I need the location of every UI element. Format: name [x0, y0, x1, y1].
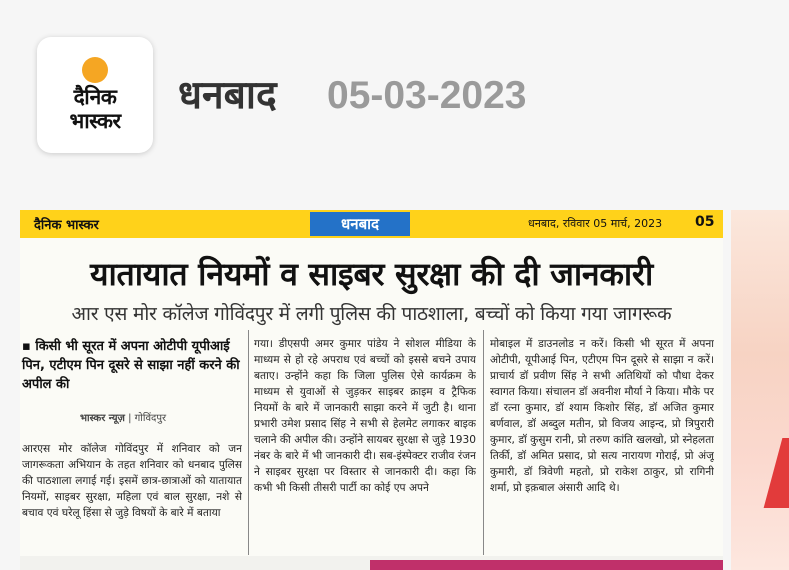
article-highlight: ▪ किसी भी सूरत में अपना ओटीपी यूपीआई पिन, एटीएम पिन दूसरे से साझा नहीं करने की अपील की: [22, 339, 240, 392]
masthead-brand: दैनिक भास्कर: [34, 218, 99, 233]
masthead: [20, 210, 723, 238]
advertisement-strip: [370, 560, 723, 570]
header-city: धनबाद: [178, 73, 277, 118]
logo-text-line2: भास्कर: [69, 109, 121, 133]
sun-icon: [82, 57, 108, 83]
masthead-city-tab: धनबाद: [310, 212, 410, 236]
byline-agency: भास्कर न्यूज़: [80, 413, 125, 424]
byline-place: गोविंदपुर: [134, 413, 167, 424]
article-column-1: आरएस मोर कॉलेज गोविंदपुर में शनिवार को जन जागरूकता अभियान के तहत शनिवार को धनबाद पुलिस की पाठशाला लगाई गई। इसमें छात्र-छात्राओं को यातायात नियमों, साइबर सुरक्षा, महिला एवं बाल सुरक्षा, नशे से बचाव एवं घरेलू हिंसा से जुड़े विषयों के बारे में बताया: [22, 443, 242, 519]
dainik-bhaskar-logo: [37, 37, 153, 153]
article-subheadline: आर एस मोर कॉलेज गोविंदपुर में लगी पुलिस की पाठशाला, बच्चों को किया गया जागरूक: [71, 303, 672, 325]
article-column-2: गया। डीएसपी अमर कुमार पांडेय ने सोशल मीडिया के माध्यम से हो रहे अपराध एवं बच्चों को इससे बचने उपाय बताए। उन्होंने कहा कि जिला पुलिस ऐसे कार्यक्रम के माध्यम से युवाओं से जुड़कर साइबर क्राइम व ट्रैफिक नियमों के बारे में जानकारी साझा करने में जुटी है। थाना प्रभारी उमेश प्रसाद सिंह ने सभी से हेलमेट लगाकर बाइक चलाने की अपील की। उन्होंने सायबर सुरक्षा से जुड़े 1930 नंबर के बारे में भी जानकारी दी। सब-इंस्पेक्टर राजीव रंजन ने साइबर सुरक्षा पर विस्तार से जानकारी दी। कहा कि कभी भी किसी तीसरी पार्टी का कोई एप अपने: [254, 338, 476, 494]
masthead-page-number: 05: [695, 214, 715, 230]
ad-graphic: [764, 438, 789, 508]
column-divider: [483, 330, 484, 555]
article-headline: यातायात नियमों व साइबर सुरक्षा की दी जानकारी: [90, 255, 653, 293]
masthead-date: धनबाद, रविवार 05 मार्च, 2023: [528, 217, 663, 230]
newspaper-clipping: [20, 210, 723, 570]
article-byline: भास्कर न्यूज़ | गोविंदपुर: [80, 413, 167, 424]
adjacent-page-edge: [731, 210, 789, 570]
article-column-3: मोबाइल में डाउनलोड न करें। किसी भी सूरत में अपना ओटीपी, यूपीआई पिन, एटीएम पिन दूसरे से साझा न करें। प्राचार्य डॉ प्रवीण सिंह ने सभी अतिथियों को पौधा देकर स्वागत किया। संचालन डॉ अवनीश मौर्या ने किया। मौके पर डॉ रत्ना कुमार, डॉ श्याम किशोर सिंह, डॉ अजित कुमार बर्णवाल, डॉ अब्दुल मतीन, प्रो विजय आइन्द, प्रो त्रिपुरारी कुमार, डॉ कुसुम रानी, प्रो तरुण कांति खलखो, प्रो स्नेहलता तिर्की, डॉ अमित प्रसाद, प्रो सत्य नारायण गोराई, प्रो अंजू कुमारी, डॉ त्रिवेणी महतो, प्रो राकेश ठाकुर, प्रो रागिनी शर्मा, प्रो इक़बाल अंसारी आदि थे।: [490, 338, 714, 494]
column-divider: [248, 330, 249, 555]
header-date: 05-03-2023: [327, 74, 527, 117]
logo-text-line1: दैनिक: [73, 85, 117, 109]
